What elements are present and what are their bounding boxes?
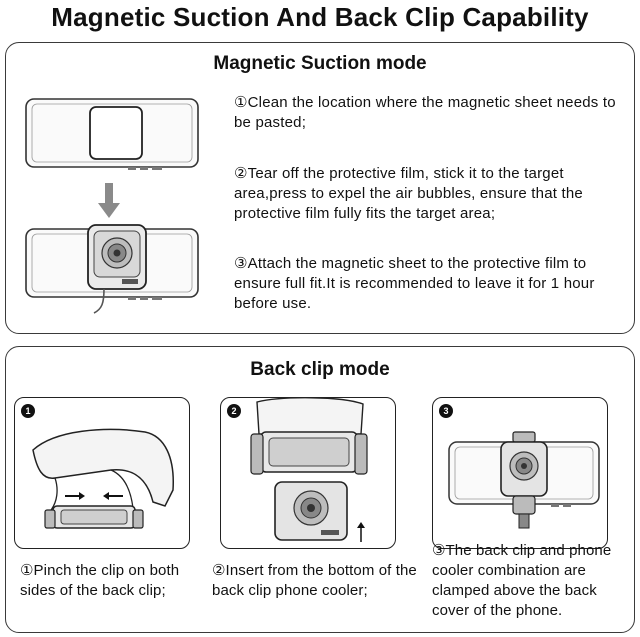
magnetic-section-title: Magnetic Suction mode [213,53,427,74]
back-clip-step-2-card [220,397,396,549]
magnetic-step-3: ③Attach the magnetic sheet to the protective film to ensure full fit.It is recommended to leave it for 1 hour before use. [234,255,595,312]
back-clip-step-3-text: ③The back clip and phone cooler combination are clamped above the back cover of the phone. [432,542,612,619]
magnetic-step-2: ②Tear off the protective film, stick it to the target area,press to expel the air bubbles, ensure that the protective film fully fits the target area; [234,165,583,222]
step-badge-1: 1 [21,404,35,418]
pinch-clip-illustration [15,398,190,549]
step-badge-2: 2 [227,404,241,418]
down-arrow-icon [98,183,120,219]
clamped-phone-illustration [433,398,608,549]
phone-with-cooler-illustration [24,223,204,323]
magnetic-suction-panel [5,42,635,334]
back-clip-step-1-card [14,397,190,549]
back-clip-step-3-card [432,397,608,549]
phone-back-with-pad-illustration [24,95,204,177]
step-badge-3: 3 [439,404,453,418]
page-title: Magnetic Suction And Back Clip Capability [51,2,589,32]
insert-cooler-illustration [221,398,396,549]
back-clip-panel [5,346,635,633]
back-clip-section-title: Back clip mode [250,359,390,380]
back-clip-step-2-text: ②Insert from the bottom of the back clip phone cooler; [212,562,417,599]
back-clip-step-1-text: ①Pinch the clip on both sides of the back clip; [20,562,180,599]
magnetic-step-1: ①Clean the location where the magnetic sheet needs to be pasted; [234,94,616,131]
